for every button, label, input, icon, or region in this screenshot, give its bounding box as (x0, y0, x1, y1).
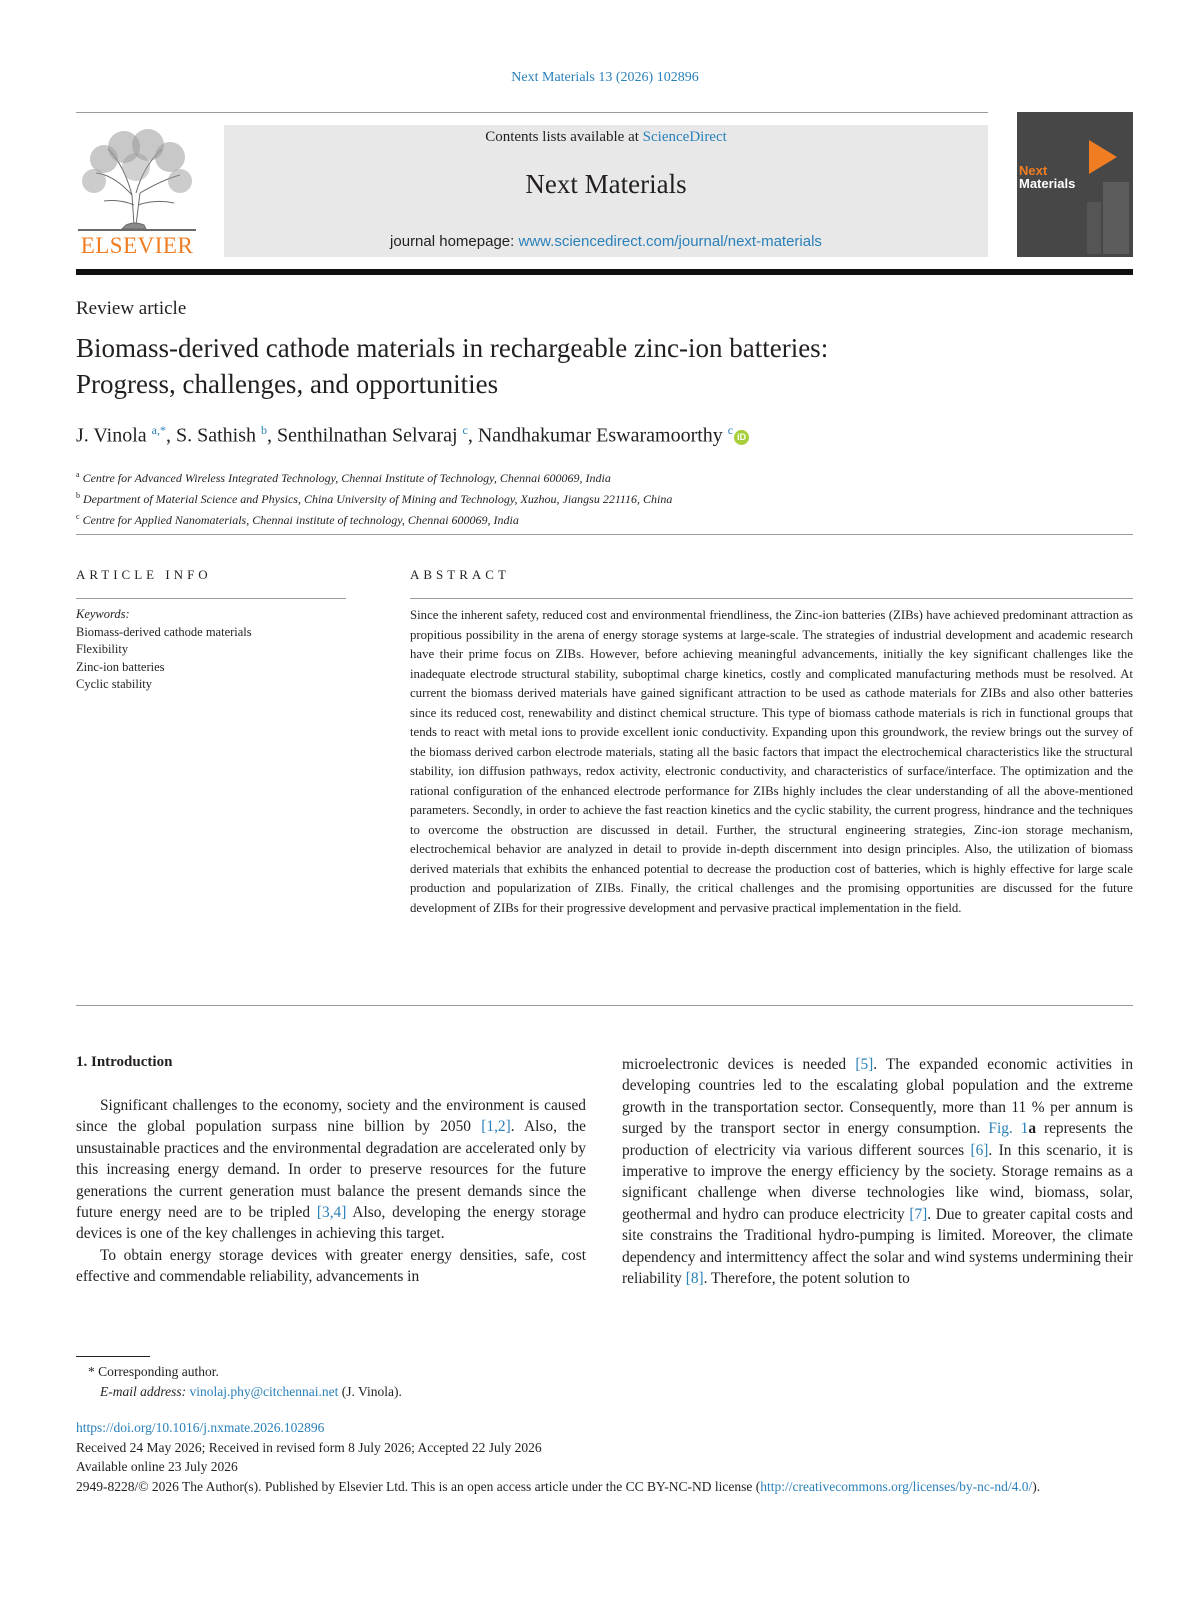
email-link[interactable]: vinolaj.phy@citchennai.net (189, 1384, 339, 1399)
email-label: E-mail address: (100, 1384, 190, 1399)
affiliation-mark: b (76, 491, 80, 500)
homepage-link[interactable]: www.sciencedirect.com/journal/next-materials (518, 233, 822, 250)
citation-link[interactable]: [8] (685, 1270, 704, 1288)
paragraph-text: Significant challenges to the economy, society and the environment is caused since the global population surpass nine billion by 2050 (76, 1097, 586, 1136)
paragraph-text: Also, developing the energy storage devices is one of the key challenges in achieving this target. (76, 1204, 586, 1243)
citation-link[interactable]: [5] (855, 1056, 874, 1073)
affiliations (76, 466, 672, 529)
keyword[interactable]: Cyclic stability (76, 677, 153, 691)
citation-link[interactable]: [1,2] (481, 1118, 511, 1136)
author-name[interactable]: Nandhakumar Eswaramoorthy (477, 424, 723, 447)
homepage-prefix: journal homepage: (390, 233, 519, 250)
divider (76, 534, 1133, 535)
corresponding-note: * Corresponding author. (88, 1364, 219, 1379)
cover-next: Next (1019, 163, 1048, 178)
affiliation-item (76, 466, 672, 487)
license-link[interactable]: http://creativecommons.org/licenses/by-nc-nd/4.0/ (760, 1478, 1033, 1494)
keyword[interactable]: Flexibility (76, 642, 129, 656)
affiliation-item (76, 508, 672, 529)
divider (76, 1005, 1133, 1006)
cover-title (1019, 164, 1075, 190)
footnote (88, 1362, 402, 1402)
paragraph-text: . The expanded economic activities in developing countries led to the escalating global population and the extreme growth in the transportation sector. Consequently, more than 11 % per annum is surged by the transport sector in energy consumption. (622, 1056, 1134, 1138)
keyword[interactable]: Biomass-derived cathode materials (76, 624, 252, 639)
author-name[interactable]: Senthilnathan Selvaraj (277, 424, 458, 447)
publication-details (76, 1418, 1136, 1496)
paragraph (622, 1054, 1133, 1289)
journal-name: Next Materials (525, 169, 687, 199)
received-dates: Received 24 May 2026; Received in revised form 8 July 2026; Accepted 22 July 2026 (76, 1439, 542, 1455)
header-rule (76, 112, 988, 113)
paragraph-text: . Therefore, the potent solution to (703, 1270, 910, 1288)
article-title (76, 330, 1076, 402)
divider (410, 598, 1133, 599)
author-name[interactable]: S. Sathish (175, 424, 257, 447)
cover-materials: Materials (1019, 176, 1076, 191)
journal-citation[interactable]: Next Materials 13 (2026) 102896 (511, 70, 699, 85)
email-suffix: (J. Vinola). (338, 1384, 402, 1399)
available-online: Available online 23 July 2026 (76, 1459, 238, 1474)
paragraph (76, 1095, 586, 1245)
journal-banner (224, 125, 988, 257)
contents-availability (224, 129, 988, 146)
title-line-2: Progress, challenges, and opportunities (76, 369, 499, 399)
section-heading: 1. Introduction (76, 1054, 173, 1070)
author-affil-mark[interactable]: c (462, 423, 468, 437)
paragraph-text: . Also, the unsustainable practices and the environmental degradation are accelerated only by this increasing energy demand. In order to preserve resources for the future generations the current generation must balance the present demands since the future energy need are to be tripled (76, 1118, 586, 1222)
affiliation-item (76, 487, 672, 508)
doi-link[interactable]: https://doi.org/10.1016/j.nxmate.2026.102896 (76, 1420, 325, 1435)
affiliation-mark: c (76, 512, 80, 521)
keywords-block (76, 606, 252, 694)
journal-cover (1017, 112, 1133, 257)
author-affil-mark[interactable]: c (727, 423, 734, 437)
affiliation-text: Centre for Applied Nanomaterials, Chennai institute of technology, Chennai 600069, India (82, 513, 519, 527)
license-close: ). (1032, 1478, 1041, 1494)
author-name[interactable]: J. Vinola (76, 424, 147, 447)
author-affil-mark[interactable]: a,* (151, 423, 166, 437)
citation-link[interactable]: [6] (970, 1141, 989, 1159)
header-thick-rule (76, 269, 1133, 275)
paragraph-text: represents the production of electricity via various different sources (622, 1120, 1134, 1159)
paragraph-text: microelectronic devices is needed (622, 1056, 856, 1073)
sciencedirect-link[interactable]: ScienceDirect (642, 129, 727, 145)
affiliation-mark: a (76, 470, 80, 479)
contents-prefix: Contents lists available at (485, 129, 643, 145)
affiliation-text: Centre for Advanced Wireless Integrated Technology, Chennai Institute of Technology, Chennai 600069, India (82, 471, 611, 485)
citation-link[interactable]: [3,4] (316, 1204, 347, 1222)
license-line (76, 1477, 1136, 1497)
article-info-heading: ARTICLE INFO (76, 567, 212, 582)
title-line-1: Biomass-derived cathode materials in rechargeable zinc-ion batteries: (76, 333, 829, 363)
journal-homepage (224, 233, 988, 250)
footnote-rule (76, 1356, 150, 1357)
body-column-left (76, 1095, 586, 1288)
figure-link[interactable]: Fig. 1 (988, 1120, 1029, 1138)
abstract-text: Since the inherent safety, reduced cost and environmental friendliness, the Zinc-ion batteries (ZIBs) have achieved predominant attraction as propitious possibility in the arena of energy storage systems at large-scale. The strategies of industrial development and academic research have their prime focus on ZIBs. However, before achieving meaningful advancements, initially the key significant challenges like the inadequate electrode structural stability, suboptimal charge kinetics, costly and complicated manufacturing methods must be resolved. At current the biomass derived materials have gained significant attraction to be used as cathode materials for ZIBs and also other batteries since its reduced cost, renewability and distinct chemical structure. This type of biomass cathode materials is rich in functional groups that tends to react with metal ions to provide excellent ionic conductivity. Expanding upon this groundwork, the review brings out the survey of the biomass derived carbon electrode materials, stating all the basic factors that impact the electrochemical characteristics like the structural stability, ion diffusion pathways, redox activity, electronic conductivity, and characteristics of surface/interface. The optimization and the rational configuration of the enhanced electrode performance for ZIBs highly includes the clear understanding of all the above-mentioned parameters. Secondly, in order to achieve the fast reaction kinetics and the cyclic stability, the current progress, hindrance and the techniques to overcome the obstruction are discussed in detail. Further, the structural engineering strategies, Zinc-ion storage mechanism, electrochemical behavior are analyzed in detail to provide in-depth discernment into design principles. Also, the utilization of biomass derived materials that exhibits the enhanced potential to decrease the production cost of batteries, which is highly effective for large scale production and popularization of ZIBs. Finally, the critical challenges and the promising opportunities are discussed for the future development of ZIBs for their progressive development and pervasive practical implementation in the field. (410, 608, 1133, 915)
paragraph: To obtain energy storage devices with greater energy densities, safe, cost effective and commendable reliability, advancements in (76, 1246, 586, 1286)
body-column-right (622, 1054, 1133, 1289)
keywords-label: Keywords: (76, 607, 130, 621)
paragraph-text: . Due to greater capital costs and site constrains the Traditional hydro-pumping is limited. Moreover, the climate dependency and intermittency affect the solar and wind systems undermining their reliability (622, 1205, 1133, 1288)
affiliation-text: Department of Material Science and Physics, China University of Mining and Technology, Xuzhou, Jiangsu 221116, China (83, 492, 673, 506)
divider (76, 598, 346, 599)
elsevier-logo (74, 125, 200, 257)
article-type: Review article (76, 298, 187, 319)
license-text: 2949-8228/© 2026 The Author(s). Published by Elsevier Ltd. This is an open access article under the CC BY-NC-ND license ( (76, 1478, 761, 1494)
author-list: J. Vinola $^{a,*}$, S. Sathish $^b$, Senthilnathan Selvaraj $^c$, Nandhakumar Eswaramoorthy $^c$ iD (76, 423, 749, 448)
email-line (88, 1382, 402, 1402)
figure-panel-label: a (1028, 1120, 1037, 1138)
author-affil-mark[interactable]: b (261, 423, 268, 437)
abstract-heading: ABSTRACT (410, 567, 510, 582)
orcid-icon[interactable]: iD (734, 430, 749, 445)
paragraph-text: . In this scenario, it is imperative to improve the energy efficiency by the society. Storage remains as a significant challenge when diverse technologies like wind, biomass, solar, geothermal and hydro can produce electricity (622, 1141, 1133, 1223)
citation-link[interactable]: [7] (909, 1205, 928, 1223)
elsevier-wordmark: ELSEVIER (80, 233, 194, 258)
keyword[interactable]: Zinc-ion batteries (76, 659, 165, 674)
